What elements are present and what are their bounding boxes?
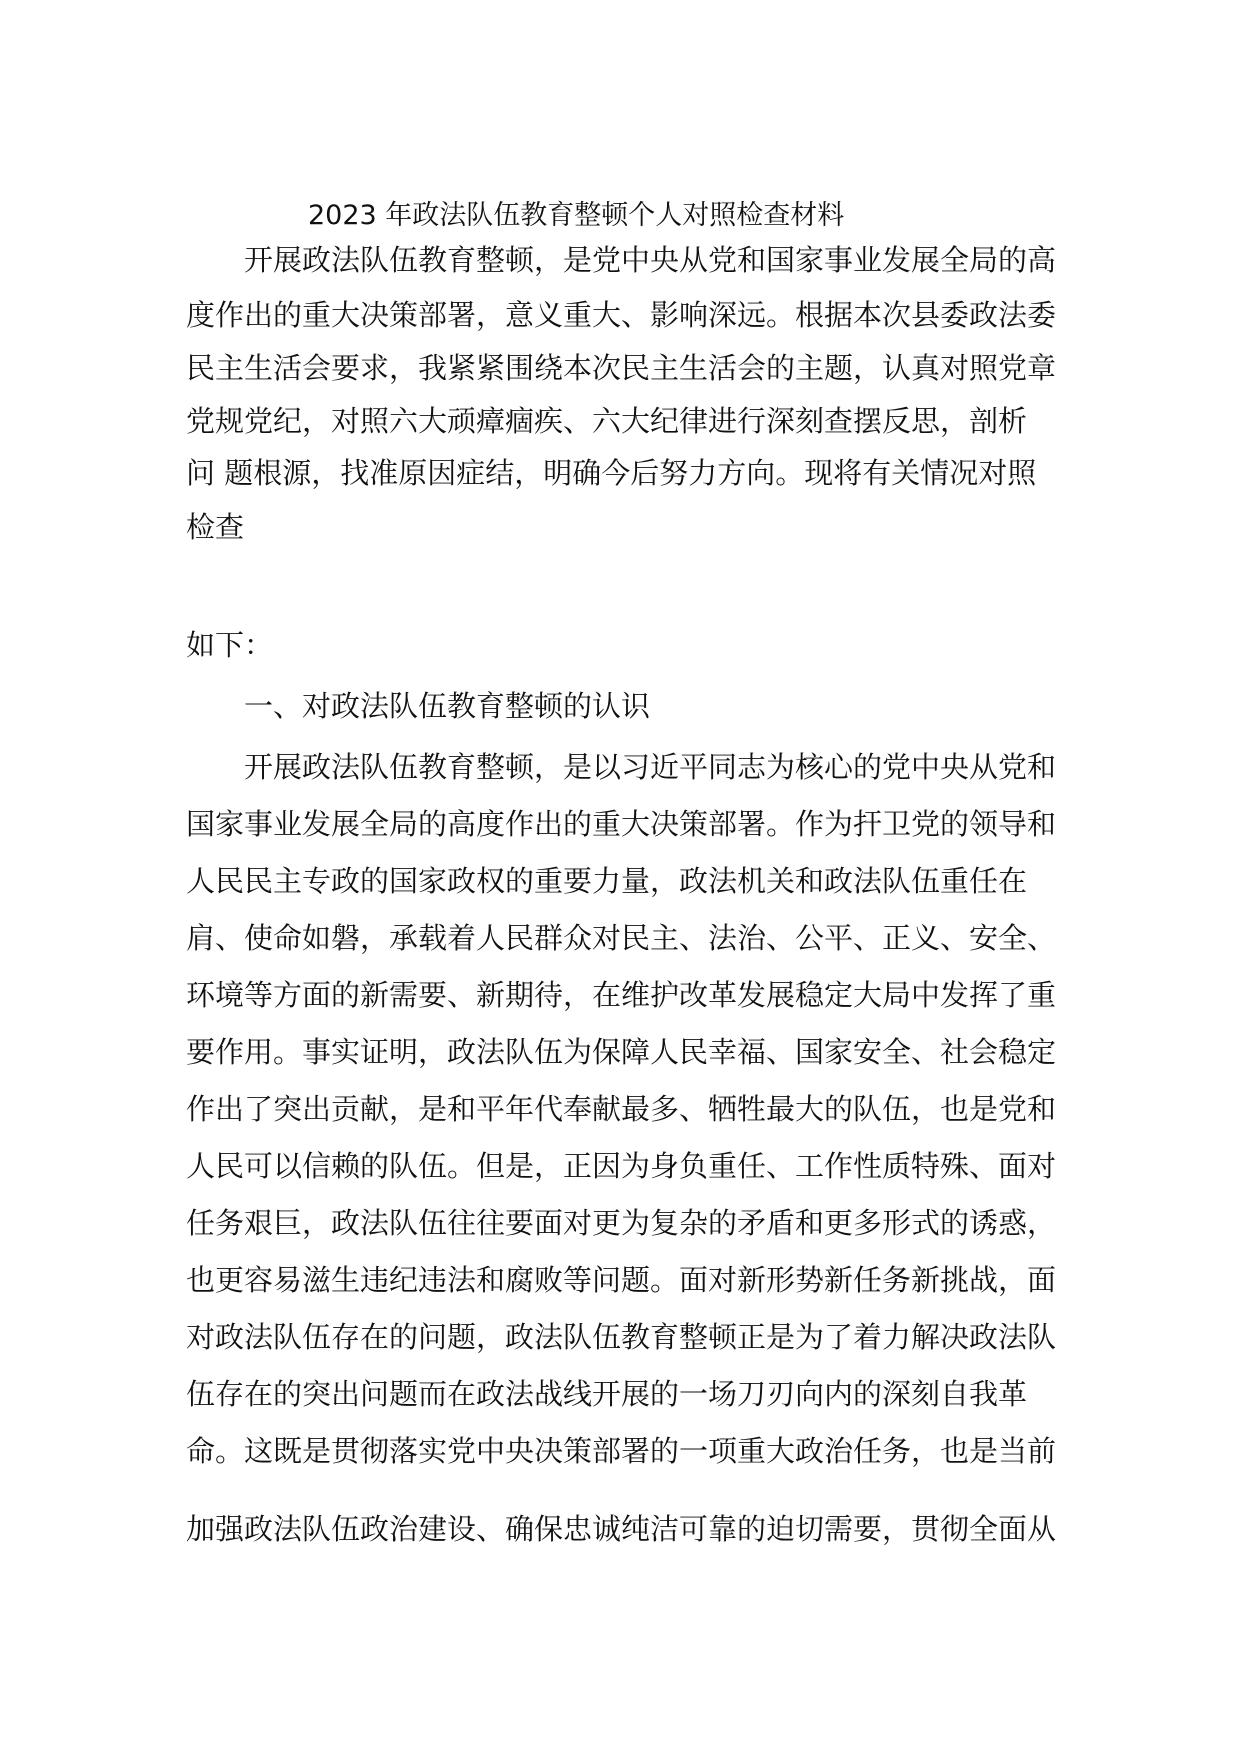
body-line-3: 人民民主专政的国家政权的重要力量，政法机关和政法队伍重任在 — [186, 864, 1028, 898]
body-line-9: 任务艰巨，政法队伍往往要面对更为复杂的矛盾和更多形式的诱惑， — [186, 1206, 1057, 1240]
body-line-4: 肩、使命如磐，承载着人民群众对民主、法治、公平、正义、安全、 — [186, 921, 1057, 955]
body-line-8: 人民可以信赖的队伍。但是，正因为身负重任、工作性质特殊、面对 — [186, 1149, 1057, 1183]
intro-line-6: 检查 — [186, 510, 245, 544]
body-line-6: 要作用。事实证明，政法队伍为保障人民幸福、国家安全、社会稳定 — [186, 1035, 1057, 1069]
body-line-11: 对政法队伍存在的问题，政法队伍教育整顿正是为了着力解决政法队 — [186, 1320, 1057, 1354]
intro-line-4: 党规党纪，对照六大顽瘴痼疾、六大纪律进行深刻查摆反思，剖析 — [186, 404, 1028, 438]
body-line-7: 作出了突出贡献，是和平年代奉献最多、牺牲最大的队伍，也是党和 — [186, 1092, 1057, 1126]
document-title: 2023 年政法队伍教育整顿个人对照检查材料 — [308, 200, 845, 231]
body-line-12: 伍存在的突出问题而在政法战线开展的一场刀刃向内的深刻自我革 — [186, 1377, 1028, 1411]
body-line-2: 国家事业发展全局的高度作出的重大决策部署。作为扞卫党的领导和 — [186, 807, 1057, 841]
as-follows-text: 如下： — [186, 628, 274, 662]
section-heading: 一、对政法队伍教育整顿的认识 — [244, 689, 651, 723]
body-line-13: 命。这既是贯彻落实党中央决策部署的一项重大政治任务，也是当前 — [186, 1434, 1057, 1468]
body-line-5: 环境等方面的新需要、新期待，在维护改革发展稳定大局中发挥了重 — [186, 978, 1057, 1012]
body-line-10: 也更容易滋生违纪违法和腐败等问题。面对新形势新任务新挑战，面 — [186, 1263, 1057, 1297]
intro-line-1: 开展政法队伍教育整顿，是党中央从党和国家事业发展全局的高 — [244, 243, 1057, 277]
intro-line-2: 度作出的重大决策部署，意义重大、影响深远。根据本次县委政法委 — [186, 298, 1057, 332]
intro-line-5: 问 题根源，找准原因症结，明确今后努力方向。现将有关情况对照 — [186, 456, 1037, 490]
body-line-14: 加强政法队伍政治建设、确保忠诚纯洁可靠的迫切需要，贯彻全面从 — [186, 1512, 1057, 1546]
intro-line-3: 民主生活会要求，我紧紧围绕本次民主生活会的主题，认真对照党章 — [186, 351, 1057, 385]
body-line-1: 开展政法队伍教育整顿，是以习近平同志为核心的党中央从党和 — [244, 750, 1057, 784]
